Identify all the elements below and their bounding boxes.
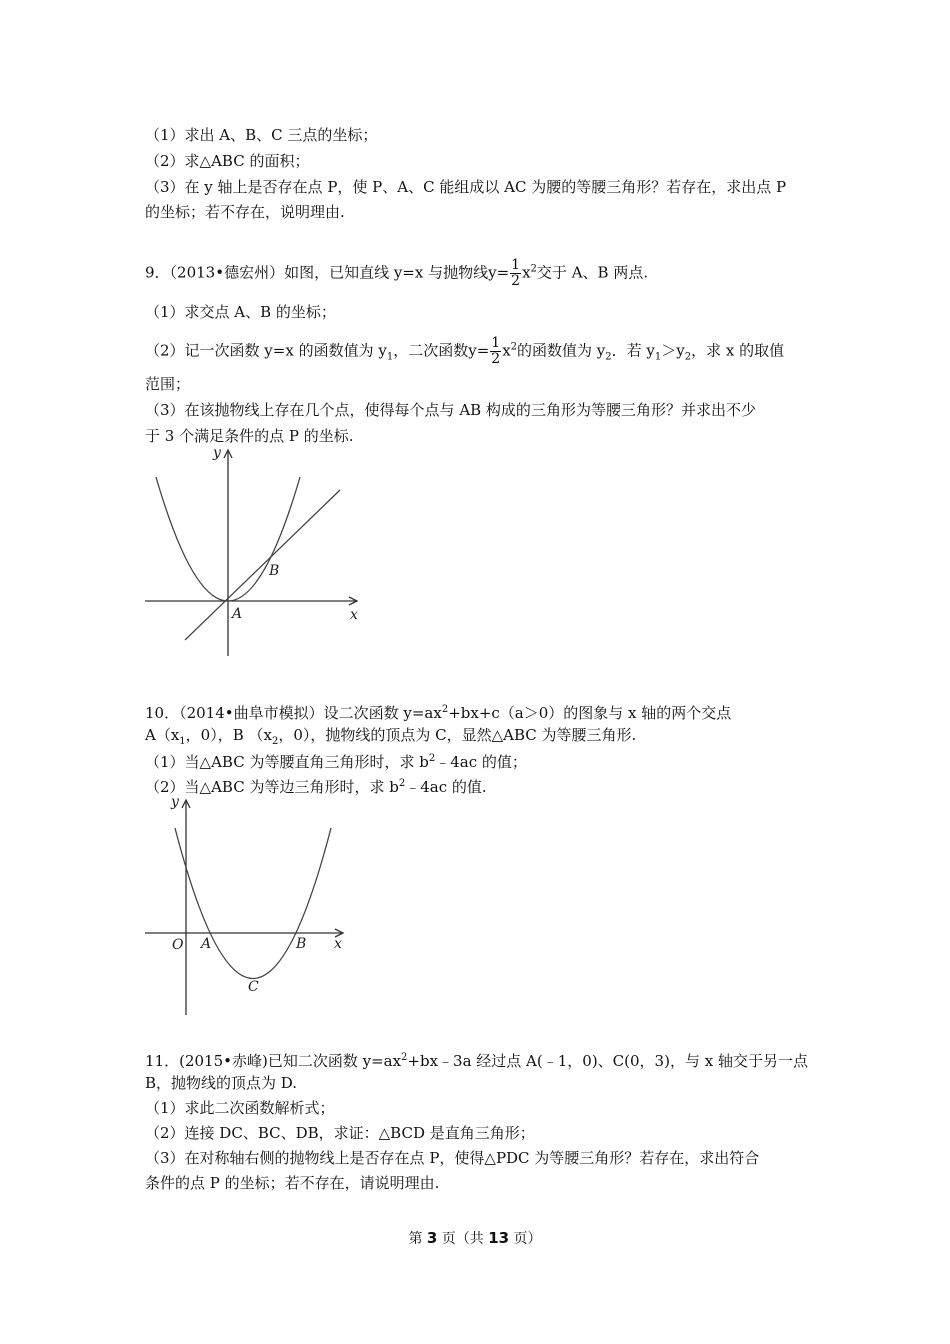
q10-p1-sup: 2 — [428, 753, 436, 764]
q9-p2-text-b: ，二次函数 — [393, 341, 469, 360]
q10-heading-text: 10．（2014•曲阜市模拟）设二次函数 y=ax — [145, 704, 442, 722]
q9-label-a: A — [232, 606, 243, 622]
q8-part2: （2）求△ABC 的面积； — [145, 152, 310, 170]
q11-heading-text: 11．(2015•赤峰)已知二次函数 y=ax — [145, 1052, 402, 1070]
q10-l2-text-a: A（x — [145, 726, 180, 744]
q9-x-axis — [145, 597, 357, 605]
q9-line-y-eq-x — [185, 490, 340, 640]
q10-y-axis — [182, 800, 190, 1015]
q9-eq-exp: 2 — [530, 263, 537, 275]
q11-heading-sup: 2 — [401, 1052, 408, 1063]
q10-p1-text-b: ﹣4ac 的值； — [435, 753, 527, 771]
q9-p2-text-f: ，求 x 的取值 — [691, 341, 785, 360]
q9-p2-eq-prefix: y= — [468, 341, 490, 360]
q10-x-axis — [145, 929, 343, 937]
q9-heading-text: 9．（2013•德宏州）如图，已知直线 y=x 与抛物线 — [145, 263, 489, 282]
q10-part1 — [145, 749, 527, 772]
q11-part3-line2: 条件的点 P 的坐标；若不存在，请说明理由. — [145, 1174, 440, 1192]
q9-part3-line2: 于 3 个满足条件的点 P 的坐标. — [145, 427, 354, 445]
q9-eq-var: x — [522, 263, 531, 282]
footer-page-number: 3 — [426, 1229, 438, 1247]
q9-part2-line1 — [145, 336, 784, 368]
footer-text-c: 页） — [509, 1231, 542, 1247]
q10-line2 — [145, 725, 636, 752]
q9-p2-sub1: 1 — [386, 351, 394, 363]
q9-p2-text-a: （2）记一次函数 y=x 的函数值为 y — [145, 341, 387, 360]
q9-p2-text-c: 的函数值为 y — [517, 341, 606, 360]
q9-heading — [145, 258, 648, 289]
q10-label-y: y — [171, 794, 179, 810]
q9-p2-fraction — [490, 336, 501, 367]
q9-p2-text-e: ＞y — [661, 341, 685, 360]
q10-label-c: C — [248, 979, 259, 995]
q9-p2-sub3: 1 — [654, 351, 662, 363]
q10-l2-text-c: ，0），抛物线的顶点为 C，显然△ABC 为等腰三角形. — [278, 726, 637, 744]
q9-p2-eq-exp: 2 — [510, 341, 518, 353]
q11-part1: （1）求此二次函数解析式； — [145, 1099, 335, 1117]
q10-l2-text-b: ，0），B （x — [185, 726, 272, 744]
q8-part3-line2: 的坐标；若不存在，说明理由. — [145, 203, 345, 221]
q10-heading-sup: 2 — [441, 704, 449, 715]
q9-p2-sub4: 2 — [684, 351, 692, 363]
q9-label-b: B — [269, 563, 280, 579]
q11-part3-line1: （3）在对称轴右侧的抛物线上是否存在点 P，使得△PDC 为等腰三角形？若存在，求出符合 — [145, 1149, 760, 1167]
q9-frac-num: 1 — [511, 257, 521, 273]
q11-line2: B，抛物线的顶点为 D. — [145, 1074, 298, 1092]
q10-label-a: A — [201, 936, 212, 952]
q9-part1: （1）求交点 A、B 的坐标； — [145, 303, 336, 321]
footer-total-pages: 13 — [488, 1229, 510, 1247]
page-footer — [0, 1228, 950, 1248]
q10-p2-sup: 2 — [398, 778, 406, 789]
q9-y-axis — [224, 450, 232, 656]
q9-heading-tail: 交于 A、B 两点. — [536, 263, 649, 282]
q9-p2-frac-den: 2 — [491, 351, 501, 367]
q10-label-x: x — [334, 936, 342, 952]
q8-part3-line1: （3）在 y 轴上是否存在点 P，使 P、A、C 能组成以 AC 为腰的等腰三角形？若存在，求出点 P — [145, 178, 787, 196]
q10-parabola — [175, 828, 331, 979]
q10-label-b: B — [296, 936, 307, 952]
q9-fraction — [510, 258, 521, 289]
footer-text-a: 第 — [408, 1231, 427, 1247]
q9-part3-line1: （3）在该抛物线上存在几个点，使得每个点与 AB 构成的三角形为等腰三角形？并求出不少 — [145, 401, 756, 419]
q9-figure — [135, 440, 375, 665]
q9-eq-prefix: y= — [488, 263, 510, 282]
q10-label-o: O — [172, 937, 184, 953]
q9-frac-den: 2 — [511, 273, 521, 289]
q10-p2-text-a: （2）当△ABC 为等边三角形时，求 b — [145, 778, 399, 796]
q9-part2-line2: 范围； — [145, 375, 191, 393]
q11-heading — [145, 1048, 808, 1071]
q11-heading-tail: +bx﹣3a 经过点 A(﹣1，0)、C(0，3)，与 x 轴交于另一点 — [407, 1052, 808, 1070]
q10-heading-tail: +bx+c（a＞0）的图象与 x 轴的两个交点 — [448, 704, 732, 722]
q10-p2-text-b: ﹣4ac 的值. — [405, 778, 487, 796]
q8-part1: （1）求出 A、B、C 三点的坐标； — [145, 126, 378, 144]
q9-p2-frac-num: 1 — [491, 335, 501, 351]
q10-figure — [135, 790, 360, 1020]
q10-l2-sub1: 1 — [179, 736, 186, 747]
q10-l2-sub2: 2 — [271, 736, 279, 747]
q9-p2-sub2: 2 — [605, 351, 612, 363]
q10-p1-text-a: （1）当△ABC 为等腰直角三角形时，求 b — [145, 753, 429, 771]
q9-label-y: y — [213, 445, 221, 461]
q10-heading — [145, 700, 731, 723]
q9-label-x: x — [350, 607, 358, 623]
footer-text-b: 页（共 — [437, 1231, 489, 1247]
q9-p2-text-d: ．若 y — [611, 341, 655, 360]
q9-p2-eq-var: x — [502, 341, 511, 360]
q11-part2: （2）连接 DC、BC、DB，求证：△BCD 是直角三角形； — [145, 1124, 535, 1142]
